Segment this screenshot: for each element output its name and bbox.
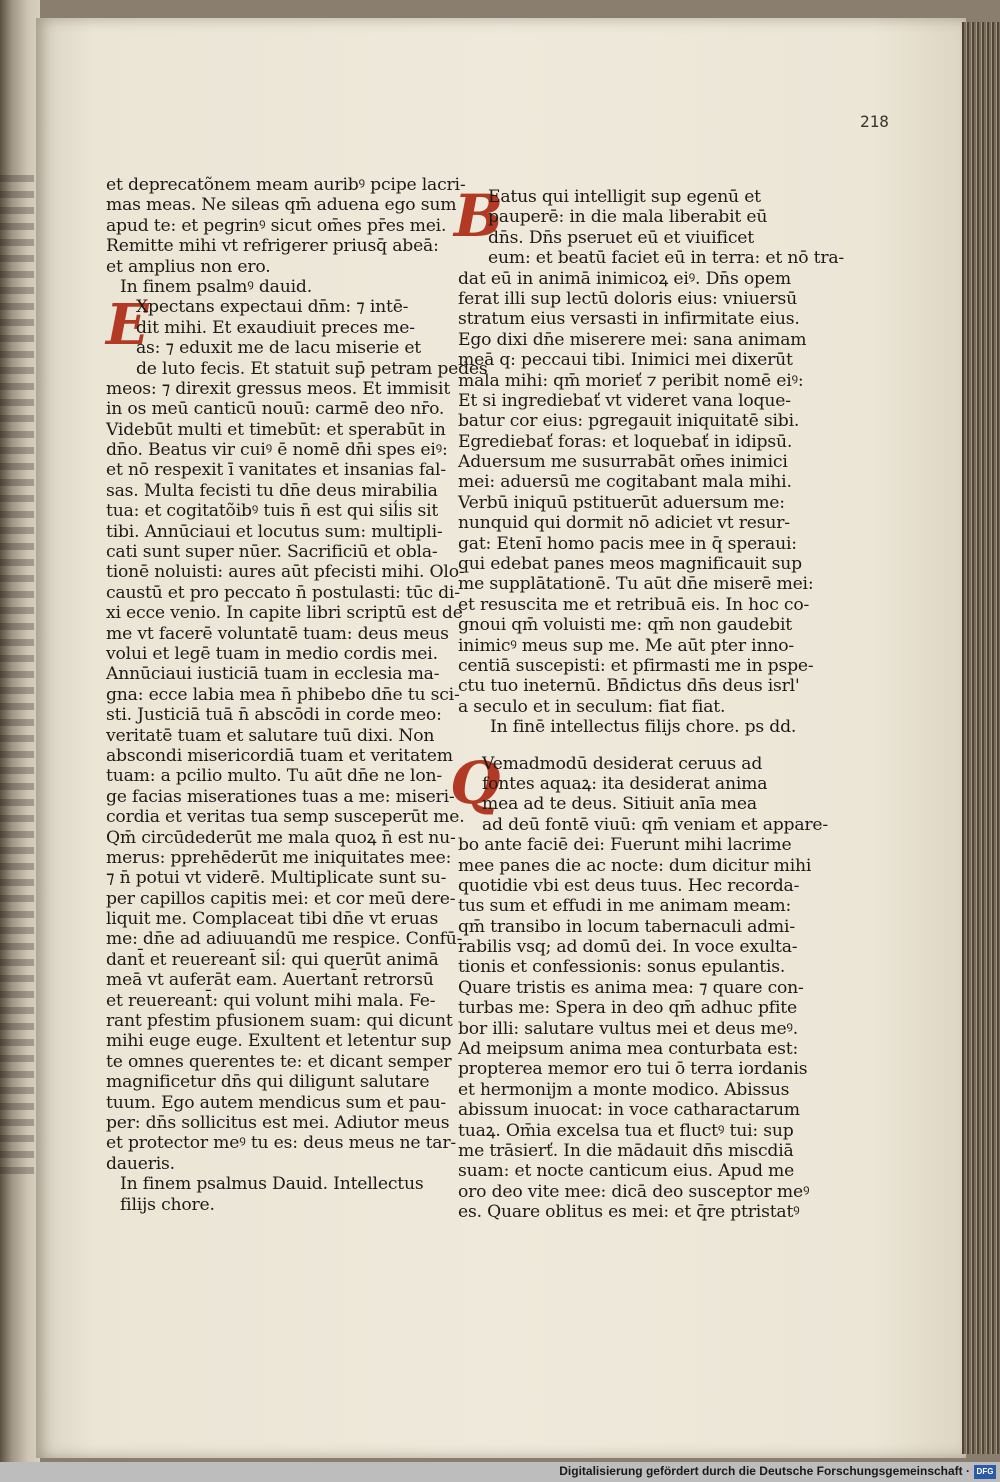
text-line: tuum. Ego autem mendicus sum et pau-: [106, 1092, 446, 1113]
dfg-credit: Digitalisierung gefördert durch die Deutsche Forschungsgemeinschaft ·: [559, 1464, 970, 1478]
text-line: mas meas. Ne sileas qm̄ aduena ego sum: [106, 195, 457, 216]
text-line: turbas me: Spera in deo qm̄ adhuc pfite: [458, 998, 797, 1019]
initial-q-rubricated: Q: [450, 748, 501, 817]
dfg-logo: DFG: [974, 1465, 996, 1479]
text-line: Et si ingrediebať vt videret vana loque-: [458, 390, 791, 411]
text-line: dat eū in animā inimicoꝝ eiꝰ. Dn̄s opem: [458, 268, 791, 289]
text-line: sas. Multa fecisti tu dn̄e deus mirabilia: [106, 480, 438, 501]
text-line: qui edebat panes meos magnificauit sup: [458, 554, 802, 575]
text-line: de luto fecis. Et statuit sup̄ petram pedes: [136, 358, 488, 379]
text-line: mei: aduersū me cogitabant mala mihi.: [458, 472, 792, 493]
text-line: dn̄o. Beatus vir cuiꝰ ē nomē dn̄i spes eiꝰ:: [106, 440, 448, 461]
text-line: et deprecatõnem meam auribꝰ pcipe lacri-: [106, 175, 466, 195]
text-line: Xpectans expectaui dn̄m: ⁊ intē-: [136, 297, 409, 318]
text-line: propterea memor ero tui ō terra iordanis: [458, 1059, 808, 1080]
text-line: volui et legē tuam in medio cordis mei.: [106, 643, 438, 664]
text-line: bo ante faciē dei: Fuerunt mihi lacrime: [458, 835, 792, 856]
previous-page-text-shadow: [0, 175, 34, 1175]
text-line: rabilis vsq; ad domū dei. In voce exulta-: [458, 937, 798, 958]
initial-e-rubricated: E: [106, 292, 149, 359]
text-line: et reuereant̄: qui volunt mihi mala. Fe-: [106, 990, 436, 1011]
text-line: tibi. Annūciaui et locutus sum: multipli-: [106, 521, 443, 542]
text-line: bor illi: salutare vultus mei et deus meꝰ.: [458, 1018, 799, 1039]
text-line: veritatē tuam et salutare tuū dixi. Non: [106, 725, 435, 746]
text-line: Eatus qui intelligit sup egenū et: [488, 187, 761, 207]
text-line: inimicꝰ meus sup me. Me aūt pter inno-: [458, 635, 794, 656]
text-line: et amplius non ero.: [106, 256, 271, 277]
text-line: dit mihi. Et exaudiuit preces me-: [136, 317, 415, 338]
left-text-column: [106, 175, 488, 1215]
text-line: Vemadmodū desiderat ceruus ad: [482, 753, 763, 774]
text-line: me: dn̄e ad adiuuandū me respice. Confū-: [106, 929, 463, 950]
text-line: in os meū canticū nouū: carmē deo nr̄o.: [106, 399, 445, 420]
text-line: Annūciaui iusticiā tuam in ecclesia ma-: [106, 664, 440, 685]
psalm-heading: In finem psalmus Dauid. Intellectus: [120, 1174, 424, 1195]
text-line: et hermonijm a monte modico. Abissus: [458, 1079, 790, 1100]
text-line: Videbūt multi et timebūt: et sperabūt in: [106, 419, 446, 440]
text-line: me vt facerē voluntatē tuam: deus meus: [106, 623, 449, 644]
text-line: tuam: a pcilio multo. Tu aūt dn̄e ne lon-: [106, 766, 442, 787]
text-line: as: ⁊ eduxit me de lacu miserie et: [136, 338, 422, 359]
right-text-column: [450, 182, 845, 1223]
text-line: batur cor eius: pgregauit iniquitatē sibi.: [458, 411, 800, 432]
text-line: mala mihi: qm̄ morieť ⁊ peribit nomē eiꝰ:: [458, 370, 804, 391]
text-line: mee panes die ac nocte: dum dicitur mihi: [458, 855, 812, 876]
text-line: a seculo et in seculum: fiat fiat.: [458, 696, 726, 717]
text-line: ferat illi sup lectū doloris eius: vniuersū: [458, 288, 797, 309]
text-line: ctu tuo ineternū. Bn̄dictus dn̄s deus isrl': [458, 676, 800, 697]
text-line: abissum inuocat: in voce catharactarum: [458, 1100, 800, 1121]
paragraph-gap: [458, 738, 778, 754]
text-line: centiā suscepisti: et pfirmasti me in pspe-: [458, 655, 814, 676]
text-line: nunquid qui dormit nō adiciet vt resur-: [458, 513, 790, 534]
psalm-heading: In finem psalmꝰ dauid.: [120, 276, 312, 297]
footer-bar: [0, 1462, 1000, 1482]
text-line: magnificetur dn̄s qui diligunt salutare: [106, 1072, 430, 1093]
text-line: gnoui qm̄ voluisti me: qm̄ non gaudebit: [458, 615, 792, 636]
text-line: meos: ⁊ direxit gressus meos. Et immisit: [106, 378, 451, 399]
text-line: et nō respexit ī vanitates et insanias fal-: [106, 460, 446, 481]
text-line: eum: et beatū faciet eū in terra: et nō tra-: [488, 248, 845, 269]
text-line: Quare tristis es anima mea: ⁊ quare con-: [458, 977, 804, 998]
folio-number: 218: [860, 112, 889, 131]
text-line: Ego dixi dn̄e miserere mei: sana animam: [458, 329, 807, 350]
text-line: suam: et nocte canticum eius. Apud me: [458, 1161, 795, 1182]
text-line: meā vt auferāt eam. Auertant̄ retrorsū: [106, 970, 434, 991]
text-line: et protector meꝰ tu es: deus meus ne tar-: [106, 1133, 456, 1154]
text-line: es. Quare oblitus es mei: et q̄re ptristatꝰ: [458, 1202, 800, 1223]
text-line: dn̄s. Dn̄s pseruet eū et viuificet: [488, 227, 754, 248]
text-line: gna: ecce labia mea n̄ phibebo dn̄e tu sci-: [106, 684, 460, 705]
text-line: mihi euge euge. Exultent et letentur sup: [106, 1031, 452, 1052]
text-line: stratum eius versasti in infirmitate eius.: [458, 309, 800, 330]
text-line: cordia et veritas tua semp susceperūt me.: [106, 807, 465, 828]
page-edge-stack: [962, 22, 1000, 1454]
text-line: merus: pprehēderūt me iniquitates mee:: [106, 847, 452, 868]
text-line: fontes aquaꝝ: ita desiderat anima: [482, 773, 768, 794]
text-line: me supplātationē. Tu aūt dn̄e miserē mei:: [458, 574, 814, 595]
text-line: ⁊ n̄ potui vt viderē. Multiplicate sunt su-: [106, 868, 447, 889]
text-line: quotidie vbi est deus tuus. Hec recorda-: [458, 875, 800, 896]
text-line: per: dn̄s sollicitus est mei. Adiutor meus: [106, 1112, 450, 1133]
text-line: apud te: et pegrinꝰ sicut om̄es pr̄es mei.: [106, 215, 447, 236]
text-line: meā q: peccaui tibi. Inimici mei dixerūt: [458, 350, 793, 371]
text-line: me trāsierť. In die mādauit dn̄s miscdiā: [458, 1140, 794, 1161]
text-line: tuaꝝ. Om̄ia excelsa tua et fluctꝰ tui: sup: [458, 1120, 794, 1141]
text-line: te omnes querentes te: et dicant semper: [106, 1051, 452, 1072]
text-line: Aduersum me susurrabāt om̄es inimici: [458, 452, 788, 473]
text-line: rant pfestim pfusionem suam: qui dicunt: [106, 1011, 453, 1032]
text-line: xi ecce venio. In capite libri scriptū est de: [106, 603, 463, 624]
text-line: per capillos capitis mei: et cor meū dere-: [106, 888, 456, 909]
text-line: pauperē: in die mala liberabit eū: [488, 207, 768, 228]
initial-b-rubricated: B: [454, 182, 503, 250]
text-line: abscondi misericordiā tuam et veritatem: [106, 745, 453, 766]
text-line: tua: et cogitatõibꝰ tuis n̄ est qui siĺis sit: [106, 501, 439, 522]
previous-page-edge: [0, 0, 40, 1462]
text-line: qm̄ transibo in locum tabernaculi admi-: [458, 916, 795, 937]
text-line: dant̄ et reuereant̄ siĺ: qui querūt animā: [106, 949, 439, 970]
text-line: caustū et pro peccato n̄ postulasti: tūc di-: [106, 582, 460, 603]
text-line: mea ad te deus. Sitiuit anīa mea: [482, 794, 757, 815]
text-line: et resuscita me et retribuā eis. In hoc co-: [458, 594, 810, 615]
text-line: Qm̄ circūdederūt me mala quoꝝ n̄ est nu-: [106, 827, 456, 848]
text-line: oro deo vite mee: dicā deo susceptor meꝰ: [458, 1181, 810, 1202]
text-line: liquit me. Complaceat tibi dn̄e vt eruas: [106, 909, 439, 930]
psalm-heading: filijs chore.: [120, 1194, 215, 1215]
text-line: daueris.: [106, 1153, 175, 1174]
text-line: ge facias miserationes tuas a me: miseri-: [106, 786, 455, 807]
text-line: Egrediebať foras: et loquebať in idipsū.: [458, 431, 793, 452]
text-line: tionē noluisti: aures aūt pfecisti mihi. Olo-: [106, 562, 465, 583]
text-line: Remitte mihi vt refrigerer priusq̄ abeā:: [106, 236, 439, 257]
text-line: Ad meipsum anima mea conturbata est:: [458, 1039, 799, 1060]
text-line: Verbū iniquū pstituerūt aduersum me:: [458, 492, 785, 513]
text-line: sti. Justiciā tuā n̄ abscōdi in corde meo:: [106, 705, 442, 726]
text-line: cati sunt super nūer. Sacrificiū et obla-: [106, 542, 438, 563]
text-line: tionis et confessionis: sonus epulantis.: [458, 957, 786, 978]
text-line: ad deū fontē viuū: qm̄ veniam et appare-: [482, 814, 828, 835]
text-line: tus sum et effudi in me animam meam:: [458, 896, 792, 917]
psalm-heading: In finē intellectus filijs chore. ps dd.: [490, 717, 797, 738]
text-line: gat: Etenī homo pacis mee in q̄ speraui:: [458, 533, 797, 554]
